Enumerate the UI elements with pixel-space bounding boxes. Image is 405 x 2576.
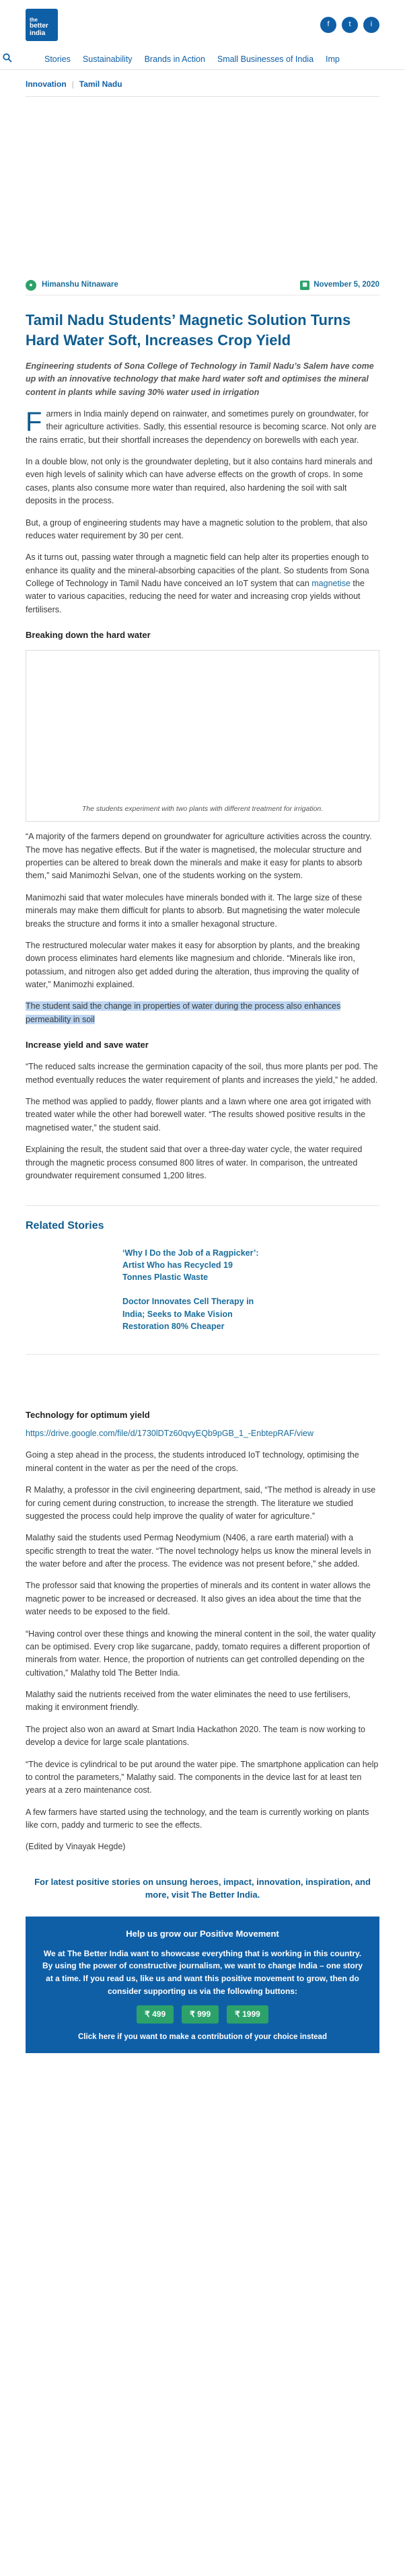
article-lead-paragraph xyxy=(26,408,379,447)
article-standfirst: Engineering students of Sona College of Technology in Tamil Nadu’s Salem have come up with an innovative technology that make hard water soft and optimises the mineral content in plants while saving 30% water used in irrigation xyxy=(26,361,374,397)
article-meta xyxy=(26,275,379,296)
donation-amounts xyxy=(39,2005,366,2024)
paragraph: Malathy said the students used Permag Neodymium (N406, a rare earth material) with a specific strength to treat the water. “The novel technology helps us know the mineral levels in the water before and after the process. The evidence was not present before,” she added. xyxy=(26,1533,371,1569)
related-story-thumbnail[interactable] xyxy=(26,1247,113,1278)
paragraph: The restructured molecular water makes it easy for absorption by plants, and the breaking down process eliminates hard elements like magnesium and chloride. “Minerals like iron, potassium, and nitrogen also get added during the alteration, thus improving the quality of water,” Manimozhi explained. xyxy=(26,940,360,990)
donate-999-button[interactable]: ₹ 999 xyxy=(182,2005,219,2024)
support-message: We at The Better India want to showcase everything that is working in this country. By using the power of constructive journalism, we want to change India – one story at a time. If you read us, like us and want this positive movement to grow, then do consider supporting us via the following buttons: xyxy=(42,1948,363,1996)
logo-text-the: the xyxy=(30,16,38,23)
related-story[interactable] xyxy=(26,1295,379,1332)
publish-date xyxy=(300,279,379,291)
paragraph: But, a group of engineering students may have a magnetic solution to the problem, that also reduces water requirement by 30 per cent. xyxy=(26,517,367,540)
calendar-icon: ▦ xyxy=(300,281,309,290)
image-caption: The students experiment with two plants with different treatment for irrigation. xyxy=(81,805,324,814)
support-heading: Help us grow our Positive Movement xyxy=(126,1928,279,1939)
paragraph: R Malathy, a professor in the civil engineering department, said, “The method is already in use for curing cement during construction, to increase the strength. The literature we studied suggested the process could help improve the quality of water for agriculture.” xyxy=(26,1485,376,1521)
embed-space xyxy=(26,1355,379,1408)
paragraph: Explaining the result, the student said that over a three-day water cycle, the water required through the magnetic process consumed 800 litres of water. In comparison, the untreated groundwater requirement consumed 1,200 litres. xyxy=(26,1145,363,1180)
logo-text-better: better xyxy=(30,22,48,30)
related-divider-top xyxy=(26,1205,379,1206)
site-logo[interactable] xyxy=(26,9,58,41)
custom-contribution-link[interactable]: Click here if you want to make a contribution of your choice instead xyxy=(78,2032,327,2041)
related-story-thumbnail[interactable] xyxy=(26,1295,113,1326)
section-heading-technology: Technology for optimum yield xyxy=(26,1409,150,1420)
support-box xyxy=(26,1917,379,2053)
drop-cap: F xyxy=(26,406,42,437)
positive-stories-cta[interactable]: For latest positive stories on unsung heroes, impact, innovation, inspiration, and more, visit The Better India. xyxy=(34,1876,371,1900)
donate-499-button[interactable]: ₹ 499 xyxy=(137,2005,174,2024)
donate-1999-button[interactable]: ₹ 1999 xyxy=(227,2005,268,2024)
related-stories-list xyxy=(26,1247,379,1332)
breadcrumb-separator: | xyxy=(71,79,74,89)
article-image xyxy=(26,650,379,822)
paragraph: “A majority of the farmers depend on groundwater for agriculture activities across the country. The move has negative effects. But if the water is magnetised, the molecular structure and properties can be altered to break down the minerals and make it easy for plants to absorb them,” said Manimozhi Selvan, one of the students working on the system. xyxy=(26,832,372,881)
paragraph: Manimozhi said that water molecules have minerals bonded with it. The large size of these minerals may make them difficult for plants to absorb. But magnetising the water molecule breaks the structure and forms it into a smaller hexagonal structure. xyxy=(26,892,363,929)
twitter-icon[interactable]: t xyxy=(342,17,358,33)
top-header xyxy=(0,0,405,50)
related-story[interactable] xyxy=(26,1247,379,1283)
drive-link[interactable]: https://drive.google.com/file/d/1730lDTz60qvyEQb9pGB_1_-EnbtepRAF/view xyxy=(26,1429,314,1438)
section-heading-breaking-down: Breaking down the hard water xyxy=(26,630,151,641)
search-icon[interactable] xyxy=(3,52,17,67)
paragraph xyxy=(26,551,379,616)
hero-image-area xyxy=(0,97,405,275)
paragraph: Going a step ahead in the process, the students introduced IoT technology, optimising the mineral content in the water as per the need of the crops. xyxy=(26,1450,359,1473)
paragraph: “Having control over these things and knowing the mineral content in the soil, the water quality can be optimised. Every crop like sugarcane, paddy, tomato requires a different proportion of minerals from water. Hence, the proportion of nutrients can get controlled depending on the cultivation,” Malathy told The Better India. xyxy=(26,1629,376,1678)
paragraph: A few farmers have started using the technology, and the team is currently working on plants like corn, paddy and turmeric to see the effects. xyxy=(26,1807,369,1830)
related-story-title[interactable]: ‘Why I Do the Job of a Ragpicker’: Artist Who has Recycled 19 Tonnes Plastic Waste xyxy=(122,1248,259,1283)
paragraph: “The reduced salts increase the germination capacity of the soil, thus more plants per pod. The method eventually reduces the water requirement of plants and increases the yield,” he added. xyxy=(26,1062,378,1085)
paragraph: The project also won an award at Smart India Hackathon 2020. The team is now working to develop a device for large scale plantations. xyxy=(26,1724,365,1748)
breadcrumb-location[interactable]: Tamil Nadu xyxy=(79,79,122,89)
paragraph-text: As it turns out, passing water through a magnetic field can help alter its properties enough to enhance its quality and the mineral-absorbing capacities of the plant. So students from Sona College of Technology in Tamil Nadu have conceived an IoT system that can xyxy=(26,552,369,589)
author-name[interactable]: Himanshu Nitnaware xyxy=(42,280,118,289)
logo-text-india: india xyxy=(30,29,46,37)
main-nav xyxy=(0,50,405,70)
nav-item-impact[interactable]: Imp xyxy=(326,54,340,64)
related-story-title[interactable]: Doctor Innovates Cell Therapy in India; Seeks to Make Vision Restoration 80% Cheaper xyxy=(122,1297,254,1331)
editor-note: (Edited by Vinayak Hegde) xyxy=(26,1842,126,1852)
paragraph: “The device is cylindrical to be put around the water pipe. The smartphone application can help to control the parameters,” Malathy said. The components in the device last for at least ten years at a zero maintenance cost. xyxy=(26,1759,379,1795)
nav-item-sustainability[interactable]: Sustainability xyxy=(82,54,133,64)
paragraph-text: the water to various capacities, reducing the need for water and increasing crop yields without fertilisers. xyxy=(26,579,365,614)
breadcrumb xyxy=(0,70,405,91)
nav-item-stories[interactable]: Stories xyxy=(44,54,71,64)
article-body xyxy=(0,310,405,2079)
article-title: Tamil Nadu Students’ Magnetic Solution Turns Hard Water Soft, Increases Crop Yield xyxy=(26,312,351,349)
breadcrumb-category[interactable]: Innovation xyxy=(26,79,67,89)
author-icon: ● xyxy=(26,280,36,291)
paragraph: The method was applied to paddy, flower plants and a lawn where one area got irrigated with treated water while the other had borewell water. “The results showed positive results in the magnetised water,” the student said. xyxy=(26,1097,371,1133)
social-icons xyxy=(320,17,379,33)
page-bottom-space xyxy=(26,2053,379,2080)
highlighted-text: The student said the change in properties of water during the process also enhances permeability in soil xyxy=(26,1001,341,1024)
section-heading-increase-yield: Increase yield and save water xyxy=(26,1040,149,1050)
author-info[interactable] xyxy=(26,279,118,291)
date-text: November 5, 2020 xyxy=(314,280,379,289)
lead-text: armers in India mainly depend on rainwater, and sometimes purely on groundwater, for their agriculture activities. Sadly, this essential resource is becoming scarce. Not only are the rains erratic, but their shortfall increases the dependency on borewells with each year. xyxy=(26,408,377,445)
paragraph: In a double blow, not only is the groundwater depleting, but it also contains hard minerals and even high levels of salinity which can have adverse effects on the growth of crops. In some cases, plants also consume more water than required, also hardening the soil with salt deposits in the process. xyxy=(26,457,373,506)
instagram-icon[interactable]: i xyxy=(363,17,379,33)
related-stories-heading: Related Stories xyxy=(26,1220,104,1232)
nav-item-brands-in-action[interactable]: Brands in Action xyxy=(144,54,205,64)
facebook-icon[interactable]: f xyxy=(320,17,336,33)
paragraph: Malathy said the nutrients received from the water eliminates the need to use fertilisers, making it environment friendly. xyxy=(26,1690,351,1713)
highlighted-paragraph xyxy=(26,1000,379,1026)
paragraph: The professor said that knowing the properties of minerals and its content in water allows the magnetic power to be increased or decreased. It also gives an idea about the time that the water needs to be exposed to the field. xyxy=(26,1581,371,1617)
nav-item-small-businesses[interactable]: Small Businesses of India xyxy=(217,54,314,64)
magnetise-link[interactable]: magnetise xyxy=(311,579,351,589)
